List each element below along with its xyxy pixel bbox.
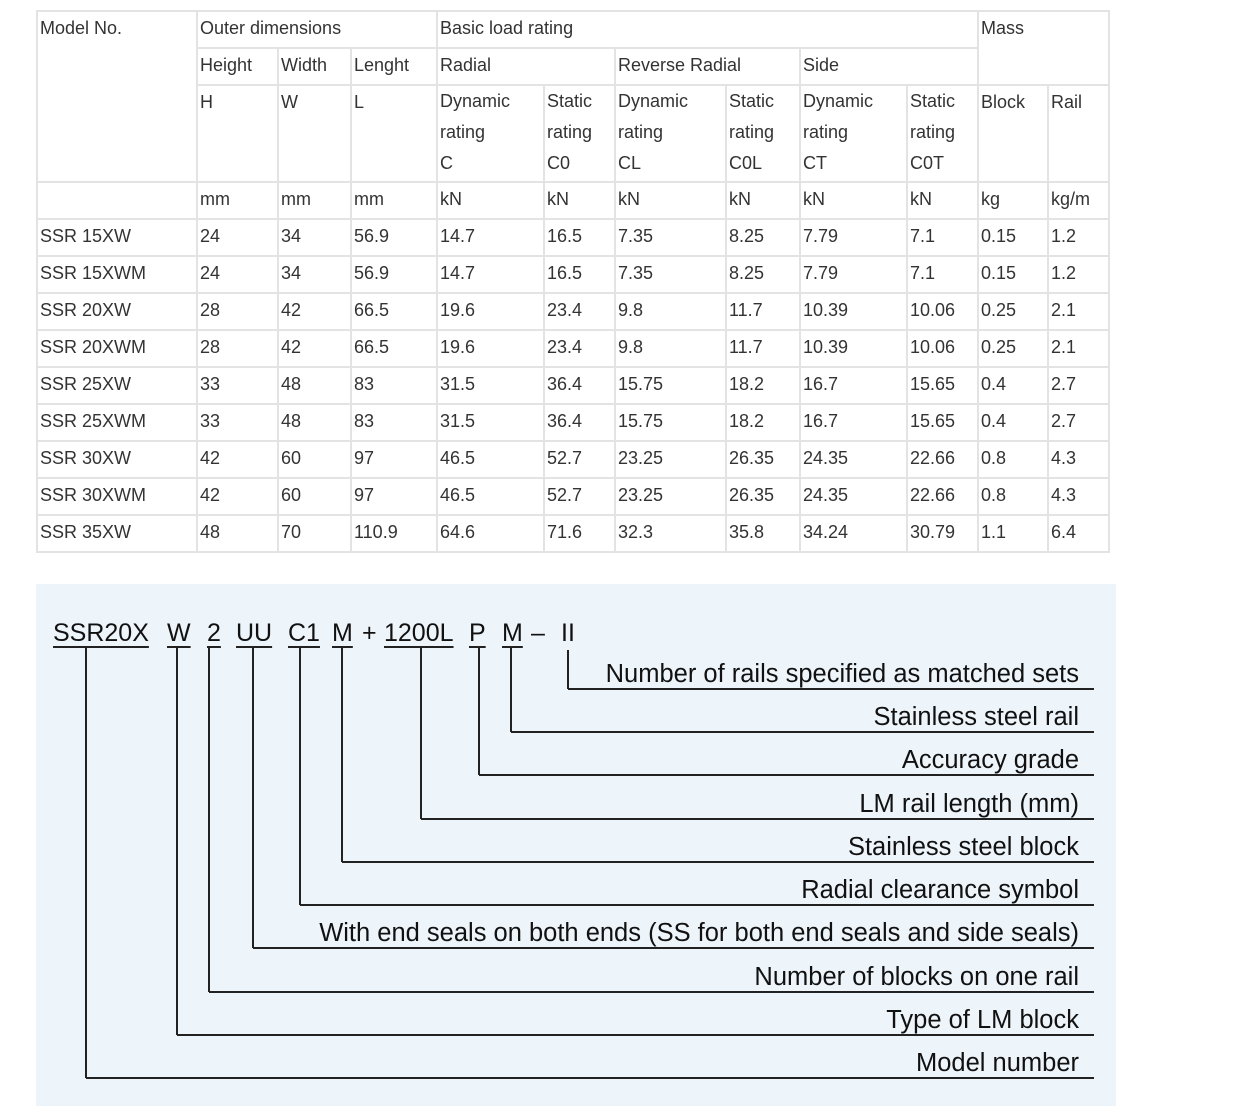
unit-cell: mm	[278, 182, 351, 219]
value-cell: 52.7	[544, 478, 615, 515]
value-cell: 46.5	[437, 441, 544, 478]
header-side-dynamic-line3: CT	[803, 153, 827, 173]
value-cell: 42	[197, 478, 278, 515]
value-cell: 10.39	[800, 330, 907, 367]
header-radial-static-line3: C0	[547, 153, 571, 173]
value-cell: 66.5	[351, 293, 437, 330]
value-cell: 83	[351, 367, 437, 404]
header-basic-load-rating: Basic load rating	[437, 11, 978, 48]
value-cell: 0.15	[978, 256, 1048, 293]
code-description: Model number	[916, 1049, 1079, 1077]
value-cell: 0.25	[978, 293, 1048, 330]
header-width: Width	[278, 48, 351, 85]
value-cell: 28	[197, 330, 278, 367]
value-cell: 0.25	[978, 330, 1048, 367]
value-cell: 7.1	[907, 219, 978, 256]
value-cell: 2.1	[1048, 330, 1109, 367]
value-cell: 31.5	[437, 367, 544, 404]
value-cell: 15.65	[907, 404, 978, 441]
header-symbol-l: L	[351, 85, 437, 182]
code-description: Accuracy grade	[901, 746, 1079, 774]
code-descriptions	[319, 660, 1079, 1077]
code-description: LM rail length (mm)	[859, 790, 1079, 818]
value-cell: 0.8	[978, 441, 1048, 478]
model-cell: SSR 20XWM	[37, 330, 197, 367]
header-radial: Radial	[437, 48, 615, 85]
header-radial-static-line1: Static	[547, 91, 593, 111]
value-cell: 1.2	[1048, 256, 1109, 293]
header-side-static-line3: C0T	[910, 153, 945, 173]
code-segment: M	[332, 619, 353, 647]
value-cell: 19.6	[437, 293, 544, 330]
table-row	[37, 515, 1109, 552]
value-cell: 0.8	[978, 478, 1048, 515]
value-cell: 14.7	[437, 256, 544, 293]
header-side-dynamic-line2: rating	[803, 122, 849, 142]
code-segment: –	[531, 619, 545, 647]
model-cell: SSR 35XW	[37, 515, 197, 552]
value-cell: 6.4	[1048, 515, 1109, 552]
value-cell: 7.79	[800, 219, 907, 256]
value-cell: 56.9	[351, 219, 437, 256]
code-segment: W	[167, 619, 191, 647]
value-cell: 7.35	[615, 219, 726, 256]
value-cell: 23.4	[544, 293, 615, 330]
value-cell: 23.25	[615, 478, 726, 515]
code-description: Radial clearance symbol	[801, 876, 1079, 904]
value-cell: 0.4	[978, 367, 1048, 404]
value-cell: 7.1	[907, 256, 978, 293]
value-cell: 2.7	[1048, 404, 1109, 441]
value-cell: 97	[351, 441, 437, 478]
code-segment: UU	[236, 619, 273, 647]
value-cell: 14.7	[437, 219, 544, 256]
value-cell: 48	[278, 404, 351, 441]
header-side-static	[907, 85, 978, 182]
value-cell: 10.39	[800, 293, 907, 330]
value-cell: 48	[197, 515, 278, 552]
header-reverse-radial: Reverse Radial	[615, 48, 800, 85]
value-cell: 16.7	[800, 367, 907, 404]
model-cell: SSR 25XW	[37, 367, 197, 404]
model-code-diagram	[36, 584, 1116, 1106]
table-row	[37, 404, 1109, 441]
unit-cell: kN	[726, 182, 800, 219]
header-reverse-static-line2: rating	[729, 122, 775, 142]
header-radial-dynamic-line3: C	[440, 153, 453, 173]
value-cell: 46.5	[437, 478, 544, 515]
value-cell: 34	[278, 219, 351, 256]
header-radial-dynamic	[437, 85, 544, 182]
value-cell: 42	[278, 293, 351, 330]
code-segment: P	[469, 619, 486, 647]
units-row	[37, 182, 1109, 219]
value-cell: 24	[197, 219, 278, 256]
value-cell: 60	[278, 478, 351, 515]
header-model-no: Model No.	[37, 11, 197, 182]
value-cell: 52.7	[544, 441, 615, 478]
unit-cell: kg	[978, 182, 1048, 219]
code-segment: II	[561, 619, 575, 647]
value-cell: 56.9	[351, 256, 437, 293]
table-row	[37, 293, 1109, 330]
value-cell: 7.35	[615, 256, 726, 293]
value-cell: 0.4	[978, 404, 1048, 441]
header-reverse-dynamic-line2: rating	[618, 122, 664, 142]
value-cell: 83	[351, 404, 437, 441]
value-cell: 11.7	[726, 330, 800, 367]
units-model-blank	[37, 182, 197, 219]
value-cell: 9.8	[615, 293, 726, 330]
value-cell: 22.66	[907, 478, 978, 515]
spec-table	[36, 10, 1110, 553]
unit-cell: kN	[437, 182, 544, 219]
value-cell: 18.2	[726, 367, 800, 404]
value-cell: 26.35	[726, 478, 800, 515]
header-radial-static-line2: rating	[547, 122, 593, 142]
value-cell: 24.35	[800, 441, 907, 478]
value-cell: 24.35	[800, 478, 907, 515]
header-side-dynamic	[800, 85, 907, 182]
unit-cell: kg/m	[1048, 182, 1109, 219]
code-description: Stainless steel block	[847, 833, 1079, 861]
header-reverse-dynamic-line1: Dynamic	[618, 91, 689, 111]
value-cell: 10.06	[907, 293, 978, 330]
model-cell: SSR 15XWM	[37, 256, 197, 293]
model-cell: SSR 20XW	[37, 293, 197, 330]
value-cell: 16.5	[544, 219, 615, 256]
table-row	[37, 441, 1109, 478]
value-cell: 0.15	[978, 219, 1048, 256]
value-cell: 8.25	[726, 219, 800, 256]
value-cell: 11.7	[726, 293, 800, 330]
header-mass: Mass	[978, 11, 1109, 85]
model-code-graphic	[36, 584, 1116, 1106]
value-cell: 15.65	[907, 367, 978, 404]
value-cell: 66.5	[351, 330, 437, 367]
unit-cell: kN	[615, 182, 726, 219]
code-segment: 2	[207, 619, 221, 647]
value-cell: 7.79	[800, 256, 907, 293]
unit-cell: mm	[197, 182, 278, 219]
value-cell: 36.4	[544, 367, 615, 404]
table-row	[37, 219, 1109, 256]
model-cell: SSR 25XWM	[37, 404, 197, 441]
header-symbol-w: W	[278, 85, 351, 182]
header-side: Side	[800, 48, 978, 85]
code-segments	[53, 619, 575, 647]
value-cell: 31.5	[437, 404, 544, 441]
code-description: Number of blocks on one rail	[754, 963, 1079, 991]
unit-cell: kN	[800, 182, 907, 219]
value-cell: 19.6	[437, 330, 544, 367]
code-description: Stainless steel rail	[873, 703, 1079, 731]
value-cell: 23.25	[615, 441, 726, 478]
header-side-static-line2: rating	[910, 122, 956, 142]
value-cell: 34.24	[800, 515, 907, 552]
header-reverse-static-line3: C0L	[729, 153, 763, 173]
value-cell: 48	[278, 367, 351, 404]
value-cell: 26.35	[726, 441, 800, 478]
value-cell: 24	[197, 256, 278, 293]
header-outer-dimensions: Outer dimensions	[197, 11, 437, 48]
value-cell: 9.8	[615, 330, 726, 367]
value-cell: 28	[197, 293, 278, 330]
code-segment: M	[502, 619, 523, 647]
value-cell: 1.2	[1048, 219, 1109, 256]
value-cell: 2.1	[1048, 293, 1109, 330]
header-radial-dynamic-line2: rating	[440, 122, 486, 142]
header-reverse-dynamic-line3: CL	[618, 153, 642, 173]
model-cell: SSR 30XW	[37, 441, 197, 478]
table-row	[37, 367, 1109, 404]
value-cell: 2.7	[1048, 367, 1109, 404]
value-cell: 15.75	[615, 367, 726, 404]
unit-cell: kN	[907, 182, 978, 219]
value-cell: 8.25	[726, 256, 800, 293]
value-cell: 30.79	[907, 515, 978, 552]
header-reverse-static	[726, 85, 800, 182]
value-cell: 42	[278, 330, 351, 367]
table-row	[37, 478, 1109, 515]
value-cell: 15.75	[615, 404, 726, 441]
code-segment: C1	[288, 619, 320, 647]
value-cell: 22.66	[907, 441, 978, 478]
value-cell: 4.3	[1048, 478, 1109, 515]
header-reverse-dynamic	[615, 85, 726, 182]
value-cell: 33	[197, 367, 278, 404]
model-cell: SSR 30XWM	[37, 478, 197, 515]
value-cell: 32.3	[615, 515, 726, 552]
header-rail: Rail	[1048, 85, 1109, 182]
header-radial-dynamic-line1: Dynamic	[440, 91, 511, 111]
header-block: Block	[978, 85, 1048, 182]
code-description: Number of rails specified as matched sets	[605, 660, 1079, 688]
value-cell: 64.6	[437, 515, 544, 552]
code-segment: SSR20X	[53, 619, 149, 647]
value-cell: 1.1	[978, 515, 1048, 552]
spec-table-body	[37, 219, 1109, 552]
code-description: Type of LM block	[886, 1006, 1079, 1034]
model-cell: SSR 15XW	[37, 219, 197, 256]
code-segment: +	[362, 619, 377, 647]
value-cell: 16.5	[544, 256, 615, 293]
header-height: Height	[197, 48, 278, 85]
value-cell: 34	[278, 256, 351, 293]
value-cell: 42	[197, 441, 278, 478]
value-cell: 71.6	[544, 515, 615, 552]
value-cell: 36.4	[544, 404, 615, 441]
header-side-dynamic-line1: Dynamic	[803, 91, 874, 111]
value-cell: 35.8	[726, 515, 800, 552]
value-cell: 97	[351, 478, 437, 515]
header-side-static-line1: Static	[910, 91, 956, 111]
table-row	[37, 330, 1109, 367]
value-cell: 33	[197, 404, 278, 441]
unit-cell: kN	[544, 182, 615, 219]
value-cell: 60	[278, 441, 351, 478]
header-reverse-static-line1: Static	[729, 91, 775, 111]
value-cell: 18.2	[726, 404, 800, 441]
value-cell: 16.7	[800, 404, 907, 441]
value-cell: 10.06	[907, 330, 978, 367]
value-cell: 4.3	[1048, 441, 1109, 478]
value-cell: 110.9	[351, 515, 437, 552]
code-segment: 1200L	[384, 619, 454, 647]
header-radial-static	[544, 85, 615, 182]
value-cell: 70	[278, 515, 351, 552]
header-symbol-h: H	[197, 85, 278, 182]
value-cell: 23.4	[544, 330, 615, 367]
table-row	[37, 256, 1109, 293]
code-description: With end seals on both ends (SS for both end seals and side seals)	[319, 919, 1079, 947]
unit-cell: mm	[351, 182, 437, 219]
header-length: Lenght	[351, 48, 437, 85]
